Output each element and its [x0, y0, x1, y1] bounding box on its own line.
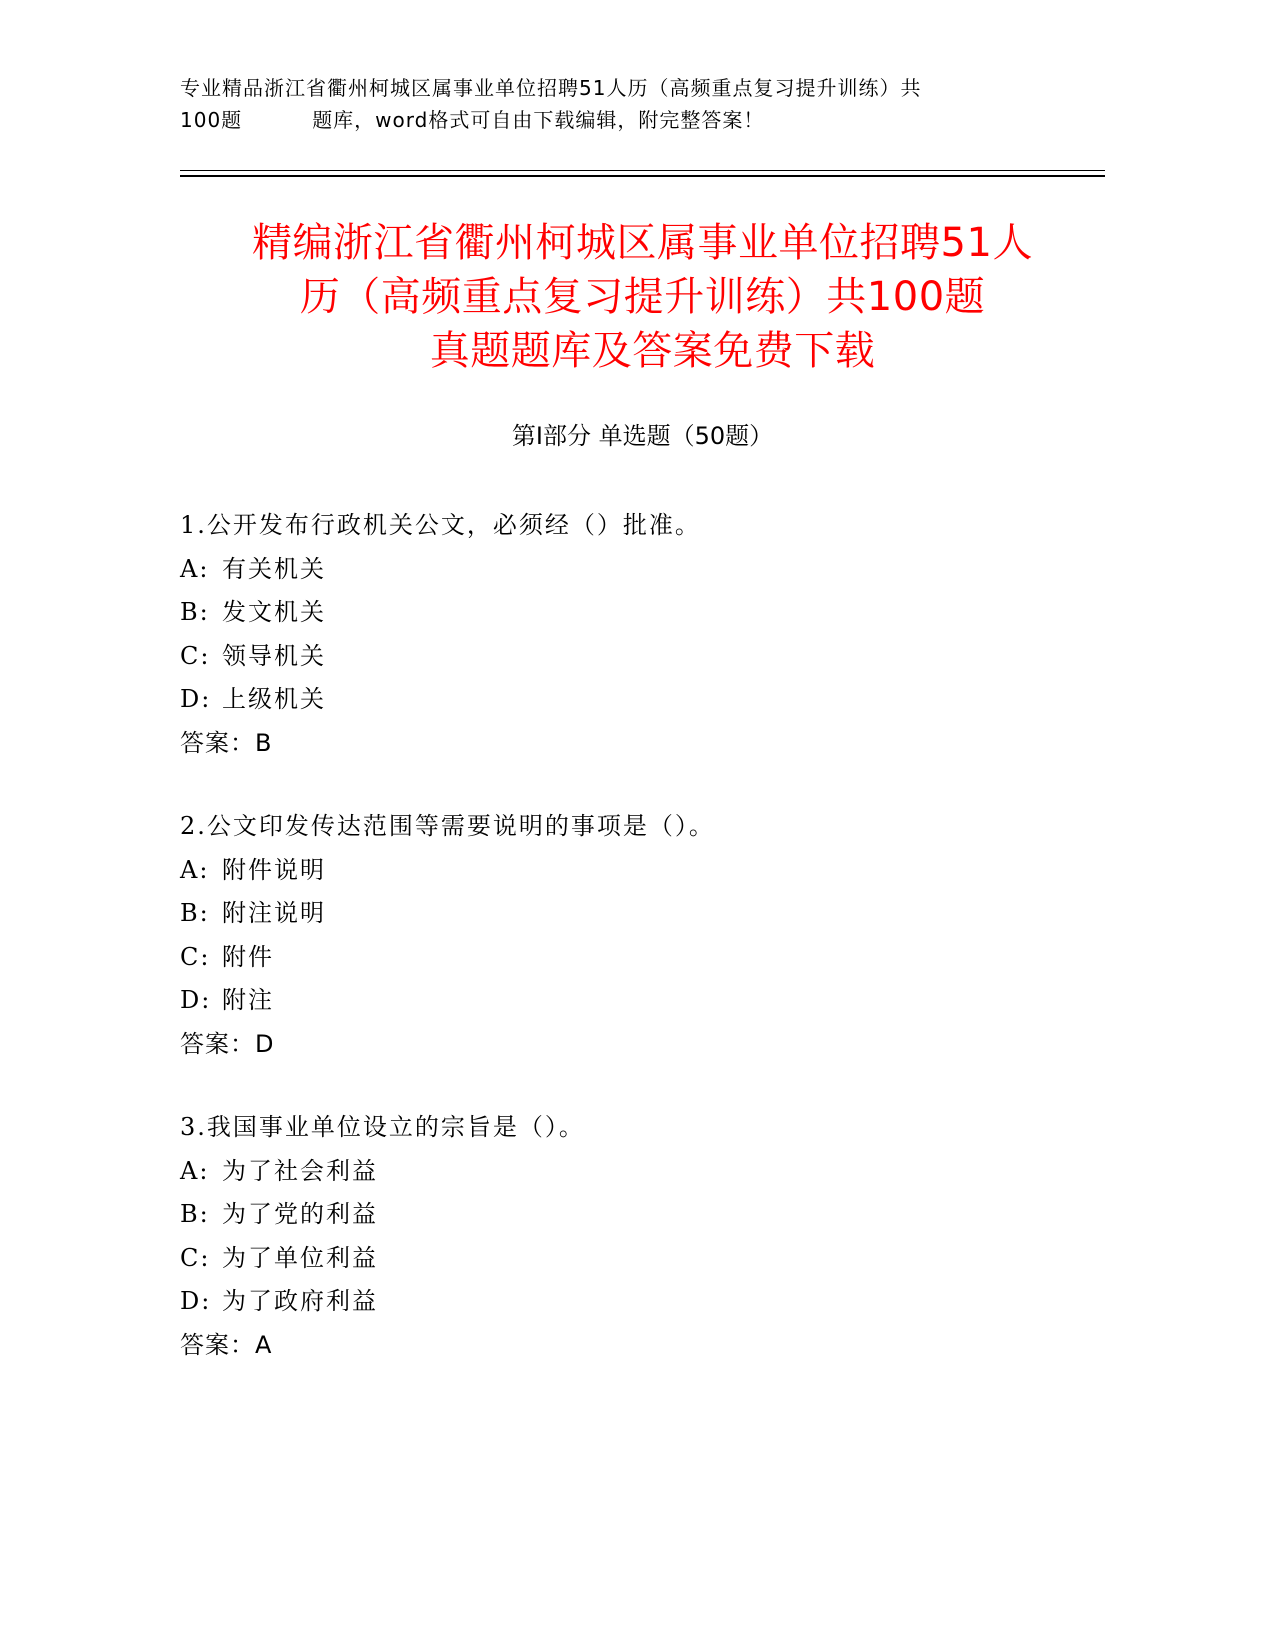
option-b — [180, 1193, 1100, 1237]
title-line-1: 精编浙江省衢州柯城区属事业单位招聘51人 — [252, 220, 1033, 266]
option-letter: A: — [180, 554, 210, 583]
option-letter: B: — [180, 899, 210, 927]
option-b — [180, 591, 1100, 635]
title-line-2: 历（高频重点复习提升训练）共100题 — [299, 274, 986, 320]
option-b — [180, 892, 1100, 936]
option-letter: A: — [180, 855, 210, 884]
document-title — [180, 216, 1105, 378]
section-title: 第Ⅰ部分 单选题（50题） — [511, 422, 774, 450]
question-stem: 3.我国事业单位设立的宗旨是（）。 — [180, 1113, 585, 1141]
option-d — [180, 979, 1100, 1023]
question-3 — [180, 1106, 1100, 1367]
header-line-1: 专业精品浙江省衢州柯城区属事业单位招聘51人历（高频重点复习提升训练）共 — [180, 76, 922, 100]
option-letter: A: — [180, 1156, 210, 1185]
option-text: 有关机关 — [222, 554, 326, 583]
option-c — [180, 1237, 1100, 1281]
option-text: 发文机关 — [222, 598, 326, 626]
header-description: 题库，word格式可自由下载编辑，附完整答案！ — [312, 108, 765, 132]
option-text: 附注 — [222, 986, 274, 1014]
header-line-2 — [180, 104, 1100, 136]
question-list — [180, 504, 1100, 1407]
option-letter: B: — [180, 598, 210, 626]
option-letter: C: — [180, 641, 211, 670]
question-1 — [180, 504, 1100, 765]
option-d — [180, 1280, 1100, 1324]
title-line-3: 真题题库及答案免费下载 — [429, 328, 876, 374]
answer: 答案：A — [180, 1330, 273, 1359]
header-count: 100题 — [180, 108, 243, 132]
option-text: 附注说明 — [222, 899, 326, 927]
option-text: 上级机关 — [222, 685, 326, 713]
answer: 答案：D — [180, 1029, 275, 1058]
option-a — [180, 849, 1100, 893]
option-text: 附件 — [222, 942, 274, 971]
question-stem: 1.公开发布行政机关公文，必须经（）批准。 — [180, 511, 701, 539]
option-letter: D: — [180, 986, 212, 1014]
option-text: 为了政府利益 — [222, 1287, 378, 1315]
option-letter: C: — [180, 1243, 211, 1272]
option-text: 附件说明 — [222, 855, 326, 884]
option-text: 为了社会利益 — [222, 1156, 378, 1185]
option-letter: D: — [180, 685, 212, 713]
option-text: 为了党的利益 — [222, 1200, 378, 1228]
option-letter: B: — [180, 1200, 210, 1228]
option-a — [180, 548, 1100, 592]
answer: 答案：B — [180, 728, 273, 757]
question-stem: 2.公文印发传达范围等需要说明的事项是（）。 — [180, 812, 715, 840]
option-c — [180, 635, 1100, 679]
option-a — [180, 1150, 1100, 1194]
option-c — [180, 936, 1100, 980]
option-text: 为了单位利益 — [222, 1243, 378, 1272]
option-text: 领导机关 — [222, 641, 326, 670]
header-rule-thick — [180, 175, 1105, 177]
option-letter: C: — [180, 942, 211, 971]
option-letter: D: — [180, 1287, 212, 1315]
question-2 — [180, 805, 1100, 1066]
header-rule-thin — [180, 170, 1105, 171]
option-d — [180, 678, 1100, 722]
page-header — [180, 72, 1100, 136]
